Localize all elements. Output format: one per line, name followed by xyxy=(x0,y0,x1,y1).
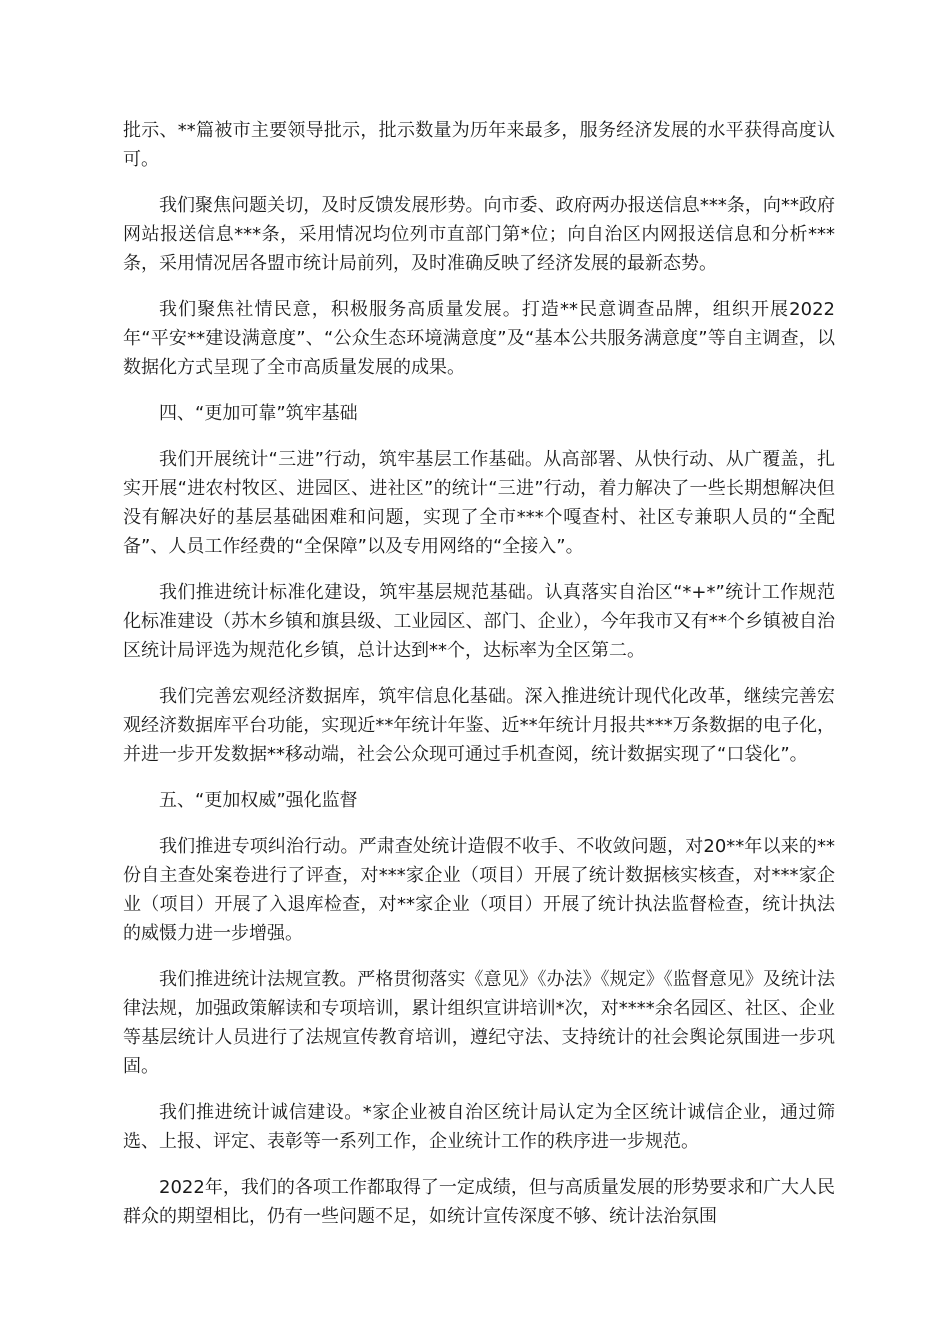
paragraph-continuation: 批示、**篇被市主要领导批示，批示数量为历年来最多，服务经济发展的水平获得高度认可。 xyxy=(123,120,835,170)
section-heading-authority: 五、“更加权威”强化监督 xyxy=(159,790,358,811)
paragraph-feedback: 我们聚焦问题关切，及时反馈发展形势。向市委、政府两办报送信息***条，向**政府网站报送信息***条，采用情况均位列市直部门第*位；向自治区内网报送信息和分析***条，采用情况居各盟市统计局前列，及时准确反映了经济发展的最新态势。 xyxy=(123,195,835,274)
paragraph-public-opinion: 我们聚焦社情民意，积极服务高质量发展。打造**民意调查品牌，组织开展2022年“平安**建设满意度”、“公众生态环境满意度”及“基本公共服务满意度”等自主调查，以数据化方式呈现了全市高质量发展的成果。 xyxy=(123,299,835,378)
paragraph-summary: 2022年，我们的各项工作都取得了一定成绩，但与高质量发展的形势要求和广大人民群众的期望相比，仍有一些问题不足，如统计宣传深度不够、统计法治氛围 xyxy=(123,1177,835,1227)
paragraph-law-education: 我们推进统计法规宣教。严格贯彻落实《意见》《办法》《规定》《监督意见》及统计法律法规，加强政策解读和专项培训，累计组织宣讲培训*次，对****余名园区、社区、企业等基层统计人员进行了法规宣传教育培训，遵纪守法、支持统计的社会舆论氛围进一步巩固。 xyxy=(123,969,835,1077)
paragraph-integrity: 我们推进统计诚信建设。*家企业被自治区统计局认定为全区统计诚信企业，通过筛选、上报、评定、表彰等一系列工作，企业统计工作的秩序进一步规范。 xyxy=(123,1102,835,1152)
section-heading-reliable: 四、“更加可靠”筑牢基础 xyxy=(159,403,358,424)
paragraph-standardization: 我们推进统计标准化建设，筑牢基层规范基础。认真落实自治区“*+*”统计工作规范化标准建设（苏木乡镇和旗县级、工业园区、部门、企业），今年我市又有**个乡镇被自治区统计局评选为规范化乡镇，总计达到**个，达标率为全区第二。 xyxy=(123,582,835,661)
paragraph-special-rectification: 我们推进专项纠治行动。严肃查处统计造假不收手、不收敛问题，对20**年以来的**份自主查处案卷进行了评查，对***家企业（项目）开展了统计数据核实核查，对***家企业（项目）开展了入退库检查，对**家企业（项目）开展了统计执法监督检查，统计执法的威慑力进一步增强。 xyxy=(123,836,835,944)
paragraph-database: 我们完善宏观经济数据库，筑牢信息化基础。深入推进统计现代化改革，继续完善宏观经济数据库平台功能，实现近**年统计年鉴、近**年统计月报共***万条数据的电子化，并进一步开发数据**移动端，社会公众现可通过手机查阅，统计数据实现了“口袋化”。 xyxy=(123,686,835,765)
paragraph-three-into: 我们开展统计“三进”行动，筑牢基层工作基础。从高部署、从快行动、从广覆盖，扎实开展“进农村牧区、进园区、进社区”的统计“三进”行动，着力解决了一些长期想解决但没有解决好的基层基础困难和问题，实现了全市***个嘎查村、社区专兼职人员的“全配备”、人员工作经费的“全保障”以及专用网络的“全接入”。 xyxy=(123,449,835,557)
document-body xyxy=(123,116,835,1248)
